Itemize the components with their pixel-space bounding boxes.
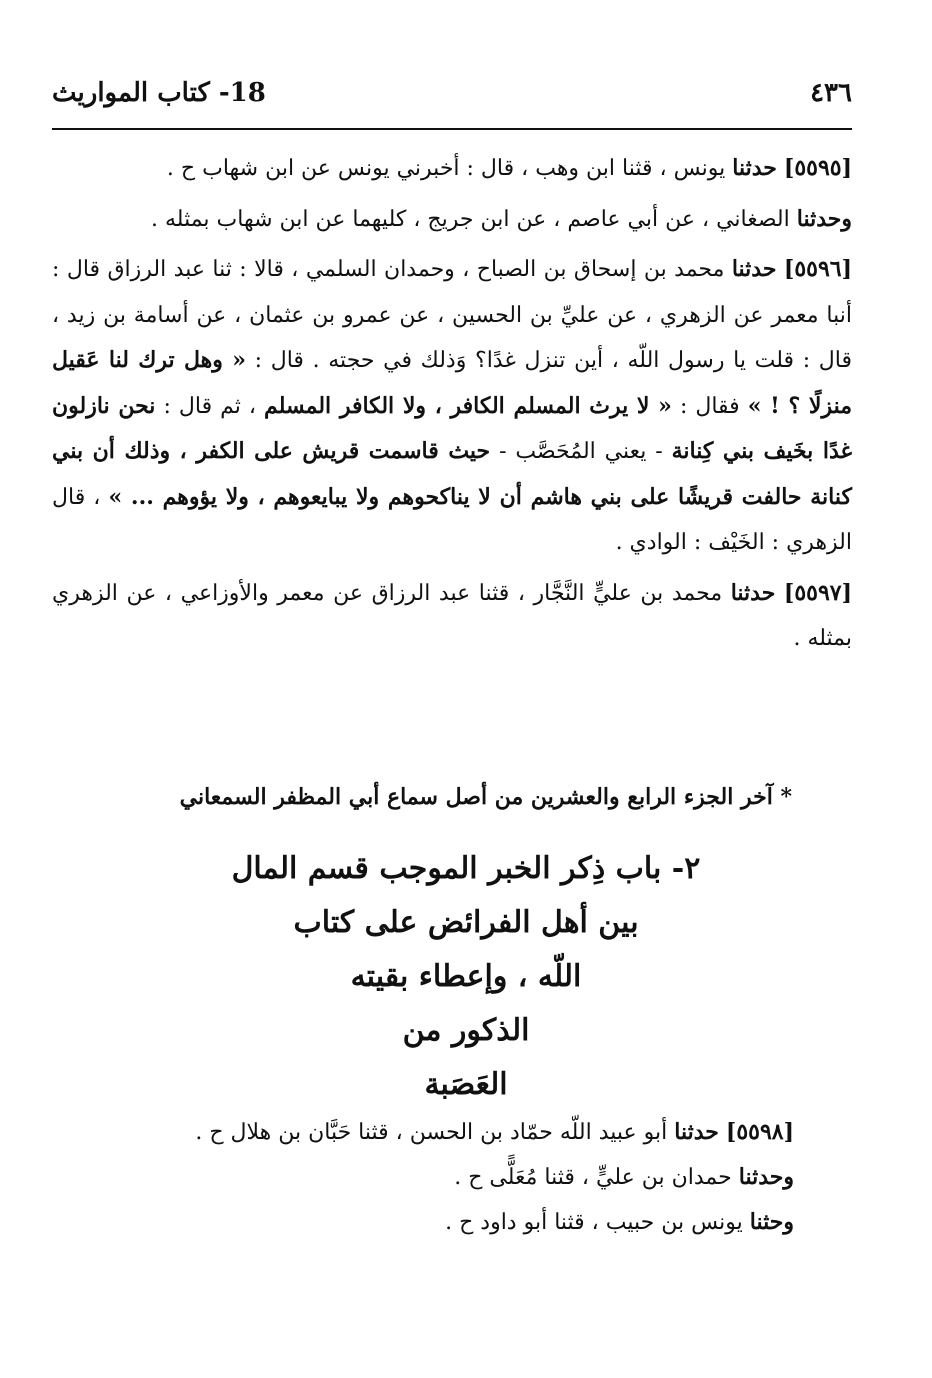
running-title: 18- كتاب المواريث: [52, 78, 266, 108]
chapter-heading-line: الذكور من: [402, 1013, 530, 1048]
hadith-text: يونس بن حبيب ، قثنا أبو داود ح .: [445, 1210, 743, 1235]
prophetic-quote: « لا يرث المسلم الكافر ، ولا الكافر المسلم: [264, 392, 672, 419]
chapter-heading-line: ٢- باب ذِكر الخبر الموجب قسم المال: [231, 851, 701, 886]
prophetic-quote: « وهل ترك لنا عَقيل منزلًا ؟ ! »: [52, 347, 853, 419]
hadith-text: يونس ، قثنا ابن وهب ، قال : أخبرني يونس عن ابن شهاب ح .: [166, 156, 726, 181]
hadith-text: ، قال الزهري : الخَيْف : الوادي .: [52, 484, 852, 555]
narration-intro: حدثنا: [730, 579, 776, 606]
chapter-heading-line: العَصَبة: [424, 1067, 508, 1102]
section-end-note: * آخر الجزء الرابع والعشرين من أصل سماع أبي المظفر السمعاني: [179, 784, 792, 810]
chapter-heading: [80, 842, 852, 1112]
hadith-5595-chain: [52, 197, 852, 243]
hadith-text: فقال :: [679, 393, 740, 419]
chapter-heading-line: اللّه ، وإعطاء بقيته: [350, 959, 582, 994]
hadith-line: [80, 1110, 794, 1155]
page-number: ٤٣٦: [810, 78, 852, 108]
narration-intro: وحثنا: [749, 1209, 794, 1235]
prophetic-quote: نحن نازلون غدًا بخَيف بني كِنانة: [52, 392, 852, 464]
hadith-5597: [52, 571, 852, 662]
hadith-number: [٥٥٩٦]: [783, 256, 853, 282]
narration-intro: حدثنا: [731, 256, 777, 282]
hadith-5596: [52, 247, 852, 566]
hadith-text: - يعني المُحَصَّب -: [499, 439, 663, 464]
hadith-text: أبو عبيد اللّه حمّاد بن الحسن ، قثنا حَبَّان بن هلال ح .: [195, 1120, 668, 1145]
chapter-heading-line: بين أهل الفرائض على كتاب: [293, 905, 639, 940]
hadith-line: [80, 1200, 794, 1245]
hadith-text: حمدان بن عليٍّ ، قثنا مُعَلًّى ح .: [454, 1165, 732, 1190]
narration-intro: وحدثنا: [738, 1164, 794, 1190]
narration-intro: وحدثنا: [796, 205, 852, 232]
hadith-text: محمد بن عليٍّ النَّجَّار ، قثنا عبد الرزاق عن معمر والأوزاعي ، عن الزهري بمثله .: [52, 580, 852, 651]
narration-intro: حدثنا: [674, 1119, 719, 1145]
hadith-text: الصغاني ، عن أبي عاصم ، عن ابن جريج ، كليهما عن ابن شهاب بمثله .: [151, 206, 790, 232]
narration-intro: حدثنا: [732, 155, 777, 181]
page-header: [52, 78, 852, 114]
hadith-5595: [52, 146, 852, 192]
hadith-line: [80, 1155, 794, 1200]
hadith-5598: [80, 1110, 794, 1245]
page-body: [52, 146, 852, 667]
prophetic-quote: حيث قاسمت قريش على الكفر ، وذلك أن بني كنانة حالفت قريشًا على بني هاشم أن لا يناكحوهم ولا يبايعوهم ، ولا يؤوهم ... »: [52, 438, 852, 510]
hadith-text: ، ثم قال :: [163, 393, 257, 419]
hadith-number: [٥٥٩٧]: [783, 579, 852, 606]
header-rule: [52, 128, 852, 130]
hadith-number: [٥٥٩٥]: [783, 155, 852, 181]
hadith-text: محمد بن إسحاق بن الصباح ، وحمدان السلمي ، قالا : ثنا عبد الرزاق قال : أنبا معمر عن الزهري ، عن عليِّ بن الحسين ، عن عمرو بن عثمان ، عن أسامة بن زيد ، قال : قلت يا رسول اللّه ، أين تنزل غدًا؟ وَذلك في حجته . قال :: [52, 257, 852, 373]
hadith-number: [٥٥٩٨]: [725, 1119, 794, 1145]
